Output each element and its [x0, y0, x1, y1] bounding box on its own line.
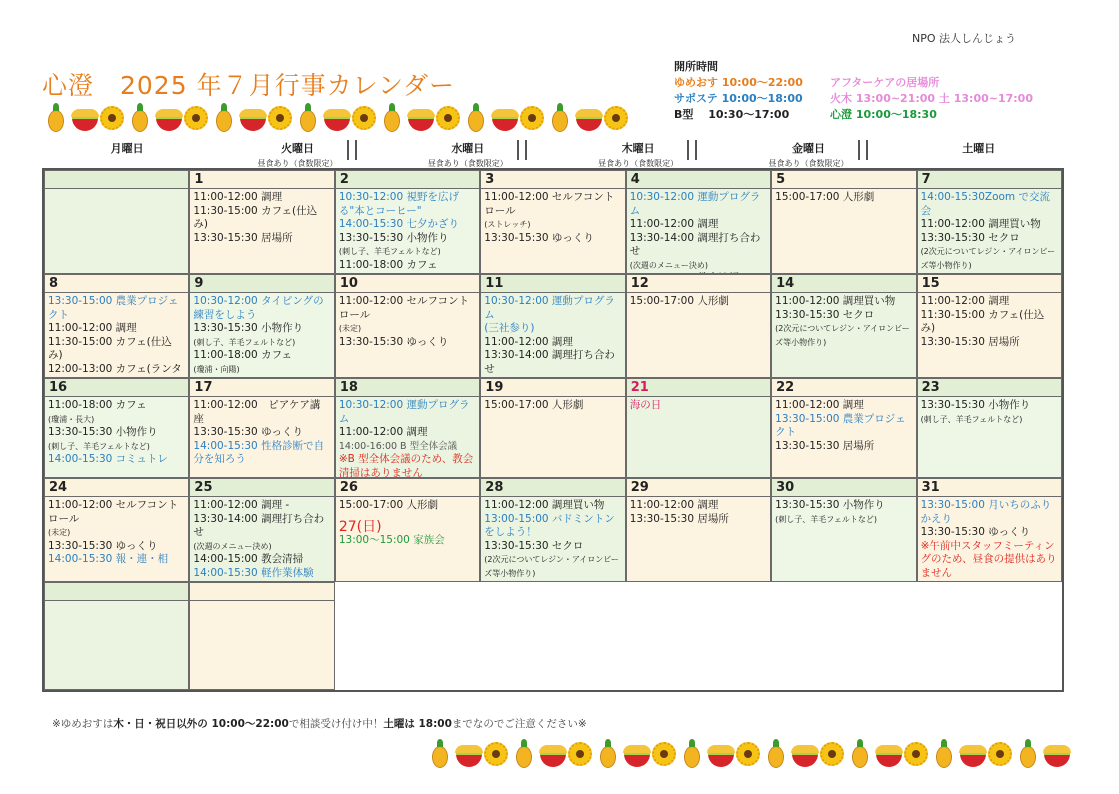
day-cell-2: 2 10:30-12:00 視野を広げる"本とコーヒー" 14:00-15:30 七夕かざり 13:30-15:30 小物作り (刺し子、羊毛フェルトなど) 11:00-18:00 カフェ — [335, 170, 480, 274]
day-cell-22: 22 11:00-12:00 調理 13:30-15:00 農業プロジェクト 13:30-15:30 居場所 — [771, 378, 916, 478]
event: 14:00-16:00 B 型全体会議 — [338, 440, 458, 452]
event: 13:30-15:00 農業プロジェクト — [48, 295, 179, 321]
day-cell-18: 18 10:30-12:00 運動プログラム 11:00-12:00 調理 14:00-16:00 B 型全体会議 ※B 型全体会議のため、教会清掃はありません — [335, 378, 480, 478]
event: 11:30-15:00 カフェ(仕込み) — [920, 308, 1045, 334]
day-cell-15: 15 11:00-12:00 調理 11:30-15:00 カフェ(仕込み) 13:30-15:30 居場所 — [917, 274, 1062, 378]
event: 13:30-15:00 農業プロジェクト — [775, 412, 906, 438]
pineapple-icon — [764, 738, 788, 768]
sunflower-icon — [652, 738, 676, 768]
sunflower-icon — [568, 738, 592, 768]
day-cell-3: 3 11:00-12:00 セルフコントロール (ストレッチ) 13:30-15:30 ゆっくり — [480, 170, 625, 274]
weekday-headers — [42, 138, 1064, 168]
event: 11:00-12:00 調理 — [629, 499, 719, 511]
event: 11:30-15:00 カフェ(仕込み) — [48, 335, 172, 361]
day-cell-7: 7 14:00-15:30Zoom で交流会 11:00-12:00 調理買い物 13:30-15:30 セクロ (2次元についてレジン・アイロンビーズ等小物作り) — [917, 170, 1062, 274]
day-cell-12: 12 15:00-17:00 人形劇 — [626, 274, 771, 378]
pineapple-icon — [212, 102, 236, 132]
event-note: (未定) — [338, 324, 362, 333]
cutlery-icon — [856, 140, 872, 160]
pineapple-icon — [380, 102, 404, 132]
pineapple-icon — [680, 738, 704, 768]
event: 11:00-12:00 調理 — [629, 218, 719, 230]
header-friday: 金曜日 昼食あり（食数限定） — [723, 138, 893, 168]
event: 10:30-12:00 タイピングの練習をしよう — [193, 295, 324, 321]
calendar-grid — [42, 168, 1064, 692]
event: 13:30-15:30 小物作り — [193, 322, 304, 334]
sunflower-icon — [988, 738, 1012, 768]
event: 11:00-18:00 カフェ — [48, 399, 147, 411]
event-note: (次週のメニュー決め) — [193, 541, 272, 551]
watermelon-icon — [792, 738, 816, 768]
decoration-top — [44, 102, 628, 132]
decoration-bottom — [428, 738, 1068, 768]
hours-aftercare: アフターケアの居場所 — [830, 76, 940, 89]
event: 14:00-15:30 軽作業体験 — [193, 566, 314, 579]
event: 13:30-15:30 ゆっくり — [338, 335, 449, 348]
sunflower-icon — [904, 738, 928, 768]
event: 11:00-12:00 調理 — [920, 295, 1010, 307]
pineapple-icon — [596, 738, 620, 768]
footer-note: ※ゆめおすは木・日・祝日以外の 10:00～22:00で相談受け付け中！土曜は 18:00までなのでご注意ください※ — [52, 718, 587, 730]
hours-btype: B型 10:30～17:00 — [674, 108, 790, 121]
event: 11:00-12:00 調理買い物 — [484, 499, 605, 511]
day-cell-30: 30 13:30-15:30 小物作り (刺し子、羊毛フェルトなど) — [771, 478, 916, 582]
day-cell-8: 8 13:30-15:00 農業プロジェクト 11:00-12:00 調理 11:30-15:00 カフェ(仕込み) 12:00-13:00 カフェ(ランタ — [44, 274, 189, 378]
sunflower-icon — [100, 102, 124, 132]
event: 13:30-15:30 セクロ — [920, 231, 1020, 244]
event: 13:30-15:30 セクロ — [775, 308, 875, 321]
event: 15:00-17:00 人形劇 — [775, 191, 875, 203]
watermelon-icon — [624, 738, 648, 768]
pineapple-icon — [848, 738, 872, 768]
sunflower-icon — [520, 102, 544, 132]
holiday-label: 海の日 — [629, 399, 662, 411]
event: 11:00-12:00 調理 - — [193, 499, 290, 511]
watermelon-icon — [408, 102, 432, 132]
event: 10:30-12:00 運動プログラム — [629, 191, 761, 217]
header-saturday: 土曜日 — [962, 142, 996, 155]
event-note: (2次元についてレジン・アイロンビーズ等小物作り) — [920, 247, 1056, 270]
day-cell-14: 14 11:00-12:00 調理買い物 13:30-15:30 セクロ (2次元についてレジン・アイロンビーズ等小物作り) — [771, 274, 916, 378]
event: 13:30-15:30 居場所 — [629, 512, 729, 525]
pineapple-icon — [548, 102, 572, 132]
event: 14:00-15:30 コミュトレ — [48, 453, 168, 465]
event: 12:00-13:00 カフェ(ランタ — [48, 362, 182, 375]
event: 13:30-14:00 調理打ち合わせ — [484, 349, 615, 375]
pineapple-icon — [512, 738, 536, 768]
day-cell-29: 29 11:00-12:00 調理 13:30-15:30 居場所 — [626, 478, 771, 582]
event-note: (刺し子、羊毛フェルトなど) — [920, 414, 1023, 424]
watermelon-icon — [576, 102, 600, 132]
day-cell-31: 31 13:30-15:00 月いちのふりかえり 13:30-15:30 ゆっくり ※午前中スタッフミーティングのため、昼食の提供はありません — [917, 478, 1062, 582]
event-note: (刺し子、羊毛フェルトなど) — [775, 514, 877, 524]
day-cell-empty — [44, 582, 189, 690]
header-wednesday: 水曜日 昼食あり（食数限定） — [383, 138, 553, 168]
pineapple-icon — [1016, 738, 1040, 768]
day-cell-25: 25 11:00-12:00 調理 - 13:30-14:00 調理打ち合わせ (次週のメニュー決め) 14:00-15:00 教会清掃 14:00-15:30 軽作業体験 — [189, 478, 334, 582]
event: 14:00-15:00 教会清掃 — [193, 553, 304, 565]
hours-title: 開所時間 — [674, 60, 718, 73]
event: 13:30-15:00 月いちのふりかえり — [920, 499, 1052, 525]
cutlery-icon — [685, 140, 701, 160]
event: 13:30-15:30 ゆっくり — [193, 426, 303, 438]
day-cell-17: 17 11:00-12:00 ピアケア講座 13:30-15:30 ゆっくり 14:00-15:30 性格診断で自分を知ろう — [189, 378, 334, 478]
sunflower-icon — [184, 102, 208, 132]
event: 13:30-15:30 セクロ — [484, 539, 584, 552]
event: 11:00-12:00 調理 — [484, 335, 573, 348]
event: 10:30-12:00 視野を広げる"本とコーヒー" — [338, 191, 459, 217]
event: 13:30-15:30 ゆっくり — [484, 231, 594, 244]
watermelon-icon — [540, 738, 564, 768]
sunflower-icon — [604, 102, 628, 132]
notice: ※午前中スタッフミーティングのため、昼食の提供はありません — [920, 539, 1057, 579]
event: 14:00-15:30Zoom で交流会 — [920, 191, 1050, 217]
day-cell-21: 21 海の日 — [626, 378, 771, 478]
day-cell-10: 10 11:00-12:00 セルフコントロール (未定) 13:30-15:30 ゆっくり — [335, 274, 480, 378]
event: 13:30-14:00 調理打ち合わせ — [629, 231, 761, 257]
event: 13:30-14:00 調理打ち合わせ — [193, 512, 325, 538]
event: 11:00-18:00 カフェ — [338, 258, 438, 271]
event: 13:30-15:30 小物作り — [48, 426, 158, 438]
day-cell-9: 9 10:30-12:00 タイピングの練習をしよう 13:30-15:30 小物作り (刺し子、羊毛フェルトなど) 11:00-18:00 カフェ (瓊浦・向陽) — [189, 274, 334, 378]
day-cell-16: 16 11:00-18:00 カフェ (瓊浦・長大) 13:30-15:30 小物作り (刺し子、羊毛フェルトなど) 14:00-15:30 コミュトレ — [44, 378, 189, 478]
organization-name: NPO 法人しんじょう — [912, 32, 1017, 45]
event: 13:30-15:30 小物作り — [775, 499, 885, 511]
event: 15:00-17:00 人形劇 — [338, 499, 438, 511]
event-note: (刺し子、羊毛フェルトなど) — [48, 441, 150, 451]
event: 11:00-12:00 調理 — [775, 399, 864, 411]
hours-saposute: サポステ 10:00～18:00 — [674, 92, 803, 105]
event: 11:00-12:00 調理 — [193, 191, 283, 203]
watermelon-icon — [492, 102, 516, 132]
watermelon-icon — [240, 102, 264, 132]
event: 10:30-12:00 運動プログラム — [338, 399, 470, 425]
pineapple-icon — [464, 102, 488, 132]
event: 13:30-15:30 ゆっくり — [920, 526, 1031, 538]
sunflower-icon — [820, 738, 844, 768]
notice: ※B 型全体会議のため、教会清掃はありません — [338, 453, 474, 478]
pineapple-icon — [296, 102, 320, 132]
event: (三社参り) — [484, 322, 535, 334]
sunflower-icon — [736, 738, 760, 768]
event-note: (瓊浦・長大) — [48, 414, 95, 424]
event: 11:00-12:00 セルフコントロール — [338, 295, 469, 321]
event: 14:00-15:30 七夕かざり — [338, 218, 459, 230]
sunflower-icon — [352, 102, 376, 132]
hours-shinsumi: 心澄 10:00～18:30 — [830, 108, 937, 121]
event: 11:00-18:00 カフェ — [193, 349, 293, 361]
sunflower-icon — [484, 738, 508, 768]
event-note: (刺し子、羊毛フェルトなど) — [193, 337, 296, 347]
event: 10:30-12:00 運動プログラム — [484, 295, 615, 321]
event: 13:30-15:30 居場所 — [193, 231, 293, 244]
event: 15:00-17:00 人形劇 — [484, 399, 584, 411]
header-thursday: 木曜日 昼食あり（食数限定） — [553, 138, 723, 168]
day-cell-28: 28 11:00-12:00 調理買い物 13:00-15:00 バドミントンをしよう！ 13:30-15:30 セクロ (2次元についてレジン・アイロンビーズ等小物作り) — [480, 478, 625, 582]
event: 11:00-12:00 調理買い物 — [775, 295, 896, 307]
day-27-label: 27(日) — [338, 518, 382, 535]
event: 13:30-15:30 小物作り — [338, 231, 449, 244]
day-cell-19: 19 15:00-17:00 人形劇 — [480, 378, 625, 478]
event: 15:00-17:00 人形劇 — [629, 295, 729, 307]
day-cell-empty — [44, 170, 189, 274]
event-note: (瓊浦・向陽) — [193, 364, 240, 374]
watermelon-icon — [876, 738, 900, 768]
event: 11:30-15:00 カフェ(仕込み) — [193, 204, 318, 230]
day-cell-23: 23 13:30-15:30 小物作り (刺し子、羊毛フェルトなど) — [917, 378, 1062, 478]
event: 11:00-12:00 セルフコントロール — [48, 499, 179, 525]
pineapple-icon — [932, 738, 956, 768]
pineapple-icon — [128, 102, 152, 132]
day-cell-5: 5 15:00-17:00 人形劇 — [771, 170, 916, 274]
event: 11:00-12:00 調理 — [48, 322, 137, 334]
day-cell-26: 26 15:00-17:00 人形劇 27(日) 13:00～15:00 家族会 — [335, 478, 480, 582]
hours-aftercare-times: 火木 13:00~21:00 土 13:00~17:00 — [830, 92, 1033, 105]
watermelon-icon — [960, 738, 984, 768]
header-monday: 月曜日 — [110, 142, 144, 155]
event: 14:00-15:30 性格診断で自分を知ろう — [193, 439, 325, 465]
event-note: (刺し子、羊毛フェルトなど) — [338, 247, 441, 256]
watermelon-icon — [1044, 738, 1068, 768]
sunflower-icon — [436, 102, 460, 132]
page-title: 心澄 2025 年７月行事カレンダー — [42, 71, 455, 100]
event-note: (次週のメニュー決め) — [629, 260, 708, 270]
opening-hours — [674, 59, 1033, 123]
event: 11:00-12:00 ピアケア講座 — [193, 399, 321, 425]
watermelon-icon — [324, 102, 348, 132]
watermelon-icon — [456, 738, 480, 768]
sunflower-icon — [268, 102, 292, 132]
day-cell-11: 11 10:30-12:00 運動プログラム (三社参り) 11:00-12:00 調理 13:30-14:00 調理打ち合わせ — [480, 274, 625, 378]
event-note: (2次元についてレジン・アイロンビーズ等小物作り) — [484, 555, 619, 578]
event: 11:00-12:00 セルフコントロール — [484, 191, 615, 217]
watermelon-icon — [156, 102, 180, 132]
event: 11:00-12:00 調理 — [338, 426, 428, 438]
event: 13:30-15:30 小物作り — [920, 399, 1031, 411]
pineapple-icon — [44, 102, 68, 132]
day-cell-24: 24 11:00-12:00 セルフコントロール (未定) 13:30-15:30 ゆっくり 14:00-15:30 報・連・相 — [44, 478, 189, 582]
day-cell-4: 4 10:30-12:00 運動プログラム 11:00-12:00 調理 13:30-14:00 調理打ち合わせ (次週のメニュー決め) — [626, 170, 771, 274]
day-cell-empty — [189, 582, 334, 690]
pineapple-icon — [428, 738, 452, 768]
hours-yumeosu: ゆめおす 10:00～22:00 — [674, 76, 803, 89]
cutlery-icon — [515, 140, 531, 160]
event-note: (ストレッチ) — [484, 220, 531, 229]
day-cell-1: 1 11:00-12:00 調理 11:30-15:00 カフェ(仕込み) 13:30-15:30 居場所 — [189, 170, 334, 274]
event: 14:00-15:30 報・連・相 — [48, 553, 169, 565]
event-note: (2次元についてレジン・アイロンビーズ等小物作り) — [775, 324, 910, 347]
event-note: (未定) — [48, 528, 71, 537]
event: 13:30-15:30 居場所 — [920, 335, 1020, 348]
watermelon-icon — [708, 738, 732, 768]
event: 11:00-12:00 調理買い物 — [920, 218, 1041, 230]
event: 13:30-15:30 ゆっくり — [48, 539, 158, 552]
cutlery-icon — [345, 140, 361, 160]
event: 13:30-15:30 居場所 — [775, 439, 875, 452]
header-tuesday: 火曜日 昼食あり（食数限定） — [212, 138, 382, 168]
event: 13:00-15:00 バドミントンをしよう！ — [484, 512, 615, 538]
watermelon-icon — [72, 102, 96, 132]
event: 13:00～15:00 家族会 — [338, 534, 445, 546]
